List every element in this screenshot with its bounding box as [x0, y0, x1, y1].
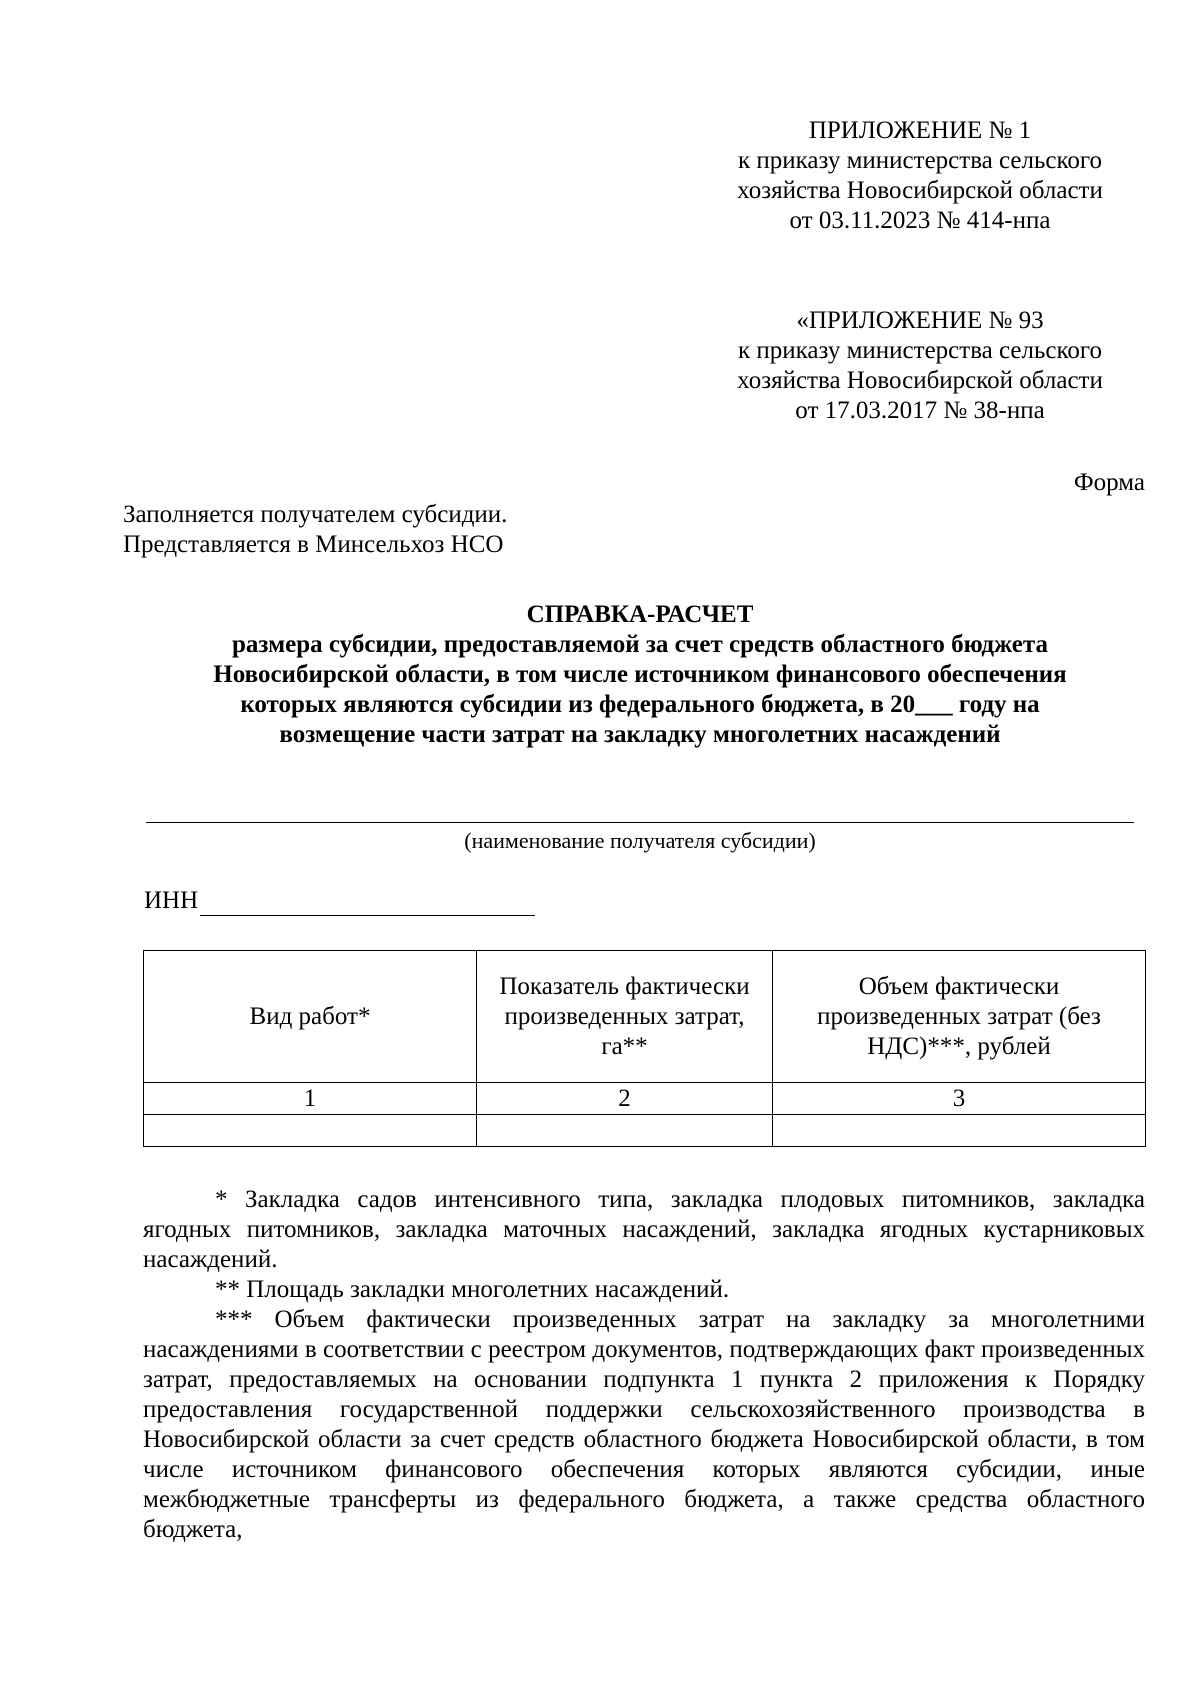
appendix-1-line-2: хозяйства Новосибирской области [737, 177, 1103, 204]
header-work-type: Вид работ* [144, 951, 477, 1083]
table-cell [773, 1115, 1146, 1147]
appendix-93-line-3: от 17.03.2017 № 38-нпа [795, 397, 1045, 424]
table-cell [477, 1115, 773, 1147]
table-cell [144, 1115, 477, 1147]
title-main: СПРАВКА-РАСЧЕТ [526, 601, 754, 628]
table-row [144, 1115, 1146, 1147]
appendix-93-line-1: к приказу министерства сельского [737, 337, 1102, 364]
appendix-93-line-2: хозяйства Новосибирской области [737, 367, 1103, 394]
appendix-93-heading: «ПРИЛОЖЕНИЕ № 93 [796, 307, 1044, 334]
inn-field [144, 886, 535, 916]
column-number-3: 3 [773, 1083, 1146, 1115]
footnotes [143, 1185, 1145, 1545]
table-number-row [144, 1083, 1146, 1115]
column-number-2: 2 [477, 1083, 773, 1115]
appendix-1-heading: ПРИЛОЖЕНИЕ № 1 [808, 117, 1032, 144]
title-line-3: которых являются субсидии из федерального бюджета, в 20___ году на [240, 691, 1040, 718]
appendix-93-block [680, 306, 1160, 426]
column-number-1: 1 [144, 1083, 477, 1115]
footnote-3: *** Объем фактически произведенных затрат на закладку за многолетними насаждениями в соответствии с реестром документов, подтверждающих факт произведенных затрат, предоставляемых на основании подпункта 1 пункта 2 приложения к Порядку предоставления государственной поддержки сельскохозяйственного производства в Новосибирской области за счет средств областного бюджета Новосибирской области, в том числе источником финансового обеспечения которых являются субсидии, иные межбюджетные трансферты из федерального бюджета, а также средства областного бюджета, [143, 1306, 1145, 1543]
appendix-1-line-3: от 03.11.2023 № 414-нпа [789, 207, 1051, 234]
inn-label: ИНН [144, 887, 199, 914]
form-label: Форма [1073, 469, 1145, 496]
document-title [120, 600, 1160, 750]
inn-blank-line [200, 889, 535, 916]
calculation-table [143, 950, 1146, 1147]
header-indicator: Показатель фактически произведенных затрат, га** [477, 951, 773, 1083]
header-cost-volume: Объем фактически произведенных затрат (без НДС)***, рублей [773, 951, 1146, 1083]
appendix-1-line-1: к приказу министерства сельского [737, 147, 1102, 174]
footnote-1: * Закладка садов интенсивного типа, закладка плодовых питомников, закладка ягодных питомников, закладка маточных насаждений, закладка ягодных кустарниковых насаждений. [143, 1186, 1145, 1273]
appendix-1-block [680, 116, 1160, 236]
title-line-1: размера субсидии, предоставляемой за счет средств областного бюджета [232, 631, 1048, 658]
recipient-caption: (наименование получателя субсидии) [464, 828, 816, 853]
fill-note-line-2: Представляется в Минсельхоз НСО [123, 531, 504, 558]
recipient-name-line [146, 822, 1134, 823]
title-line-4: возмещение части затрат на закладку многолетних насаждений [279, 721, 1001, 748]
table-header-row [144, 951, 1146, 1083]
fill-note-line-1: Заполняется получателем субсидии. [123, 501, 508, 528]
title-line-2: Новосибирской области, в том числе источником финансового обеспечения [213, 661, 1067, 688]
fill-notes [123, 500, 507, 560]
footnote-2: ** Площадь закладки многолетних насаждений. [215, 1276, 730, 1303]
